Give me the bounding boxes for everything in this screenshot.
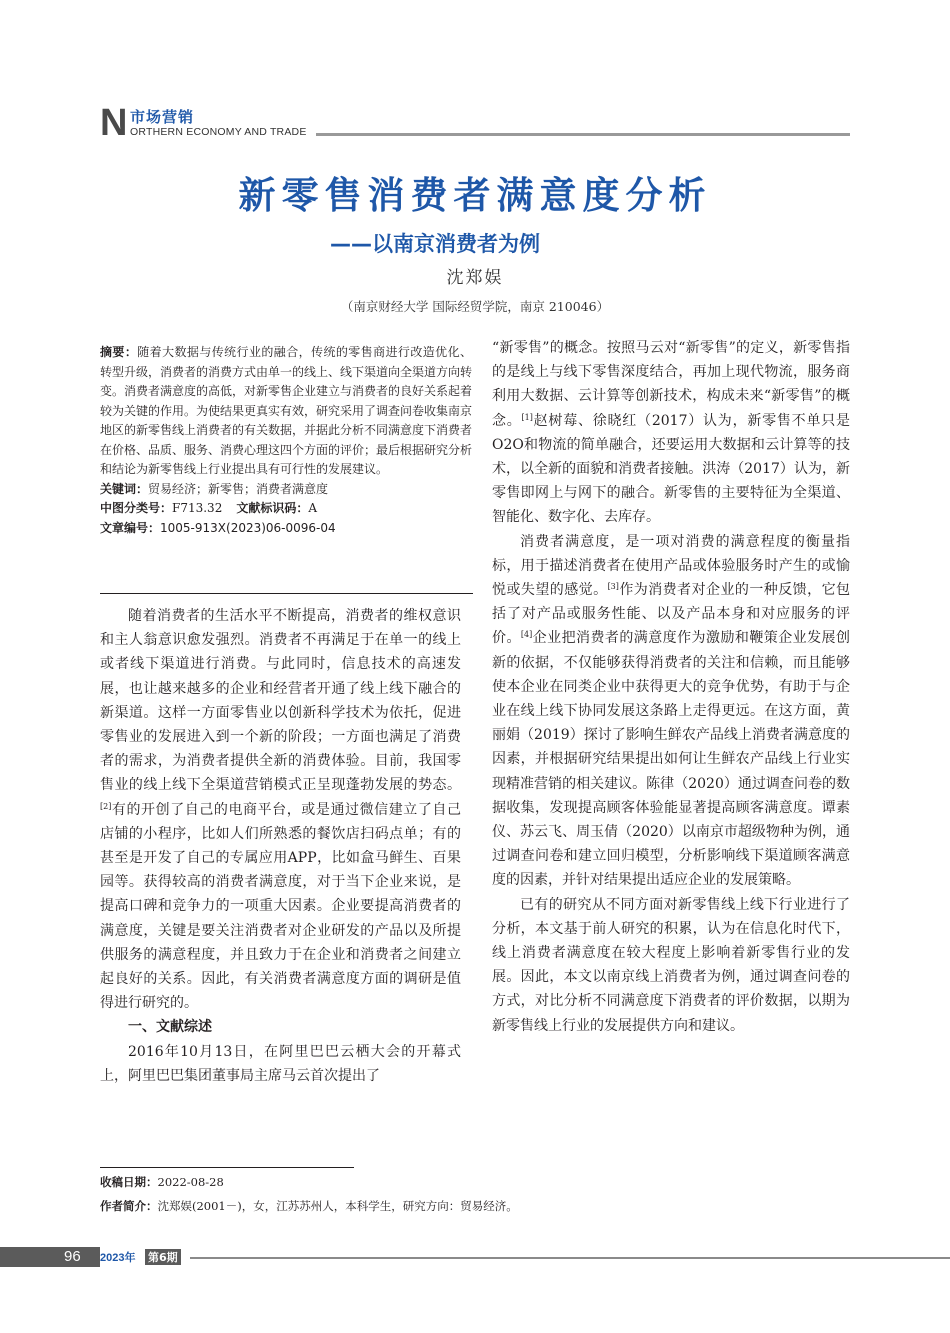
right-column: [492, 336, 850, 1038]
clc-value: F713.32: [172, 501, 223, 515]
received-date: [100, 1174, 224, 1190]
text-span: 随着消费者的生活水平不断提高，消费者的维权意识和主人翁意识愈发强烈。消费者不再满足于在单一的线上或者线下渠道进行消费。与此同时，信息技术的高速发展，也让越来越多的企业和经营者开通了线上线下融合的新渠道。这样一方面零售业以创新科学技术为依托，促进零售业的发展进入到一个新的阶段；一方面也满足了消费者的需求，为消费者提供全新的消费体验。目前，我国零售业的线上线下全渠道营销模式正呈现蓬勃发展的势态。: [100, 608, 461, 794]
classification: [100, 499, 472, 519]
journal-name-en: ORTHERN ECONOMY AND TRADE: [130, 126, 307, 138]
citation: [1]: [521, 412, 533, 422]
paragraph: [100, 604, 461, 1015]
abstract-rule: [100, 593, 473, 594]
citation: [4]: [520, 630, 533, 640]
affiliation: （南京财经大学 国际经贸学院，南京 210046）: [340, 299, 610, 314]
paragraph: [492, 336, 850, 530]
footer-bar: [0, 1247, 100, 1267]
text-span: 消费者满意度，是一项对消费的满意程度的衡量指标，用于描述消费者在使用产品或体验服务时产生的或愉悦或失望的感觉。: [492, 533, 850, 599]
text-span: 作为消费者对企业的一种反馈，它包括了对产品或服务性能、以及产品本身和对应服务的评价。: [492, 582, 851, 647]
text-span: “新零售”的概念。按照马云对“新零售”的定义，新零售指的是线上与线下零售深度结合，再加上现代物流，服务商利用大数据、云计算等创新技术，构成未来“新零售”的概念。: [492, 340, 850, 429]
keywords: [100, 480, 472, 500]
received-label: 收稿日期：: [100, 1175, 158, 1189]
abstract-text: 随着大数据与传统行业的融合，传统的零售商进行改造优化、转型升级，消费者的消费方式由单一的线上、线下渠道向全渠道方向转变。消费者满意度的高低，对新零售企业建立与消费者的良好关系起着较为关键的作用。为使结果更真实有效，研究采用了调查问卷收集南京地区的新零售线上消费者的有关数据，并据此分析不同满意度下消费者在价格、品质、服务、消费心理这四个方面的评价；最后根据研究分析和结论为新零售线上行业提出具有可行性的发展建议。: [100, 345, 473, 476]
clc-label: 中图分类号：: [100, 501, 173, 515]
doc-code-value: A: [308, 501, 318, 515]
text-span: 赵树莓、徐晓红（2017）认为，新零售不单只是O2O和物流的简单融合，还要运用大数据和云计算等的技术，以全新的面貌和消费者接触。洪涛（2017）认为，新零售即网上与网下的融合。新零售的主要特征为全渠道、智能化、数字化、去库存。: [492, 412, 850, 526]
article-subtitle: ——以南京消费者为例: [330, 232, 540, 256]
citation: [3]: [607, 582, 619, 592]
citation: [2]: [100, 801, 112, 811]
page-number: 96: [64, 1248, 81, 1265]
article-number-value: 1005-913X(2023)06-0096-04: [160, 520, 336, 535]
abstract-label: 摘要：: [100, 345, 138, 359]
abstract: [100, 343, 472, 480]
doc-code-label: 文献标识码：: [236, 501, 309, 515]
journal-logo-letter: N: [100, 102, 128, 144]
author-bio-label: 作者简介：: [100, 1199, 158, 1213]
abstract-block: [100, 343, 472, 538]
column-name: 市场营销: [130, 108, 195, 126]
author-bio: [100, 1198, 518, 1214]
left-column: [100, 604, 461, 1088]
paragraph: 已有的研究从不同方面对新零售线上线下行业进行了分析，本文基于前人研究的积累，认为在信息化时代下，线上消费者满意度在较大程度上影响着新零售行业的发展。因此，本文以南京线上消费者为例，通过调查问卷的方式，对比分析不同满意度下消费者的评价数据，以期为新零售线上行业的发展提供方向和建议。: [492, 896, 850, 1034]
author-name: 沈郑娱: [446, 268, 504, 288]
received-value: 2022-08-28: [157, 1175, 224, 1189]
paragraph: 2016年10月13日，在阿里巴巴云栖大会的开幕式上，阿里巴巴集团董事局主席马云首次提出了: [100, 1043, 461, 1084]
footnote-rule: [100, 1167, 354, 1168]
paragraph: [492, 530, 850, 893]
section-heading: 一、文献综述: [128, 1019, 212, 1036]
text-span: 有的开创了自己的电商平台，或是通过微信建立了自己店铺的小程序，比如人们所熟悉的餐饮店扫码点单；有的甚至是开发了自己的专属应用APP，比如盒马鲜生、百果园等。获得较高的消费者满意度，对于当下企业来说，是提高口碑和竞争力的一项重大因素。企业要提高消费者的满意度，关键是要关注消费者对企业研发的产品以及所提供服务的满意程度，并且致力于在企业和消费者之间建立起良好的关系。因此，有关消费者满意度方面的调研是值得进行研究的。: [100, 801, 461, 1012]
article-number-label: 文章编号：: [100, 520, 161, 535]
keywords-text: 贸易经济；新零售；消费者满意度: [148, 481, 329, 496]
author-bio-text: 沈郑娱(2001－)，女，江苏苏州人，本科学生，研究方向：贸易经济。: [157, 1199, 518, 1213]
text-span: 企业把消费者的满意度作为激励和鞭策企业发展创新的依据，不仅能够获得消费者的关注和信赖，而且能够使本企业在同类企业中获得更大的竞争优势，有助于与企业在线上线下协同发展这条路上走得更远。在这方面，黄丽娟（2019）探讨了影响生鲜农产品线上消费者满意度的因素，并根据研究结果提出如何让生鲜农产品线上行业实现精准营销的相关建议。陈律（2020）通过调查问卷的数据收集，发现提高顾客体验能显著提高顾客满意度。谭素仪、苏云飞、周玉倩（2020）以南京市超级物种为例，通过调查问卷和建立回归模型，分析影响线下渠道顾客满意度的因素，并针对结果提出适应企业的发展策略。: [492, 630, 851, 889]
footer-rule: [190, 1257, 950, 1259]
article-number: [100, 519, 472, 539]
keywords-label: 关键词：: [100, 481, 149, 496]
article-title: 新零售消费者满意度分析: [238, 174, 712, 217]
header-rule: [316, 133, 850, 136]
issue-number: 第6期: [145, 1249, 181, 1265]
issue-year: 2023年: [100, 1252, 136, 1264]
